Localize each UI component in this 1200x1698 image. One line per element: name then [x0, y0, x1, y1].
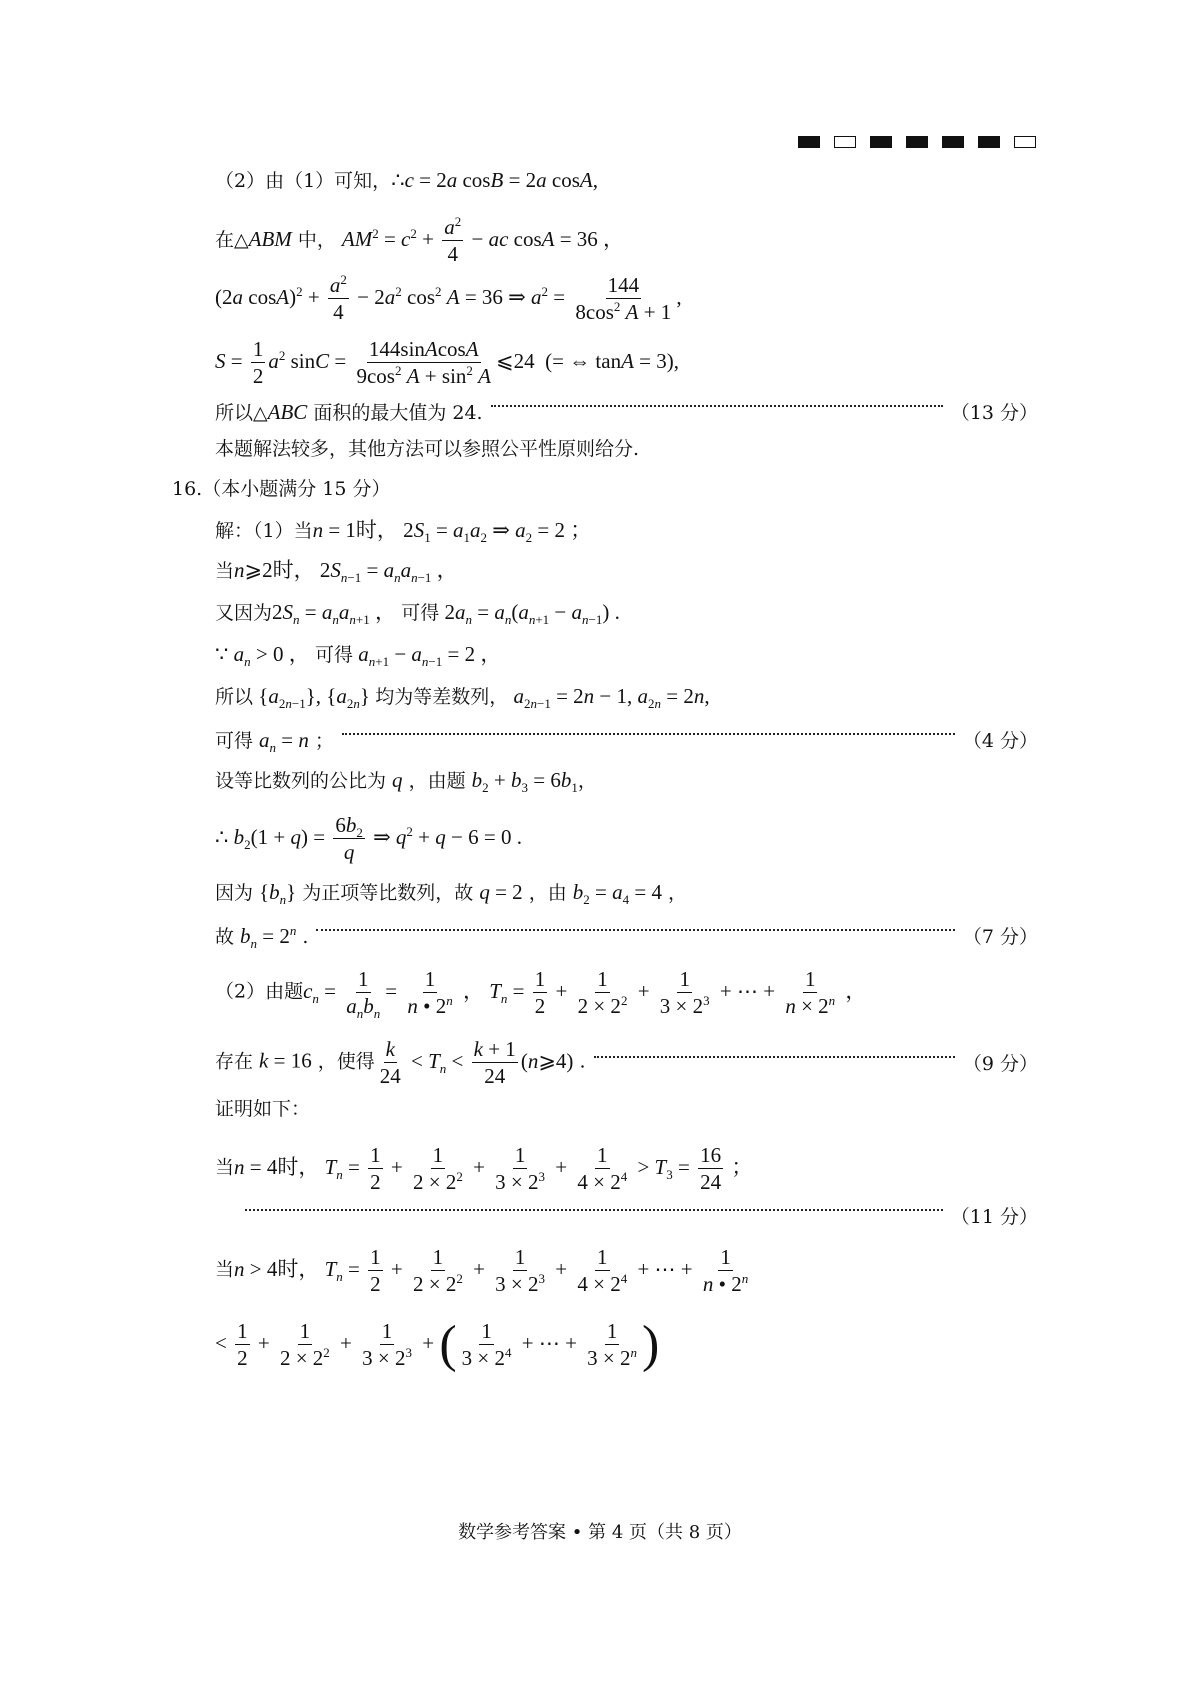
dotted-leader: [594, 1056, 955, 1058]
solution-line-15: [215, 880, 687, 905]
line-text: 当: [215, 560, 235, 582]
score-line-7: [215, 922, 1038, 949]
math-formula: $2S_n = a_na_{n+1}$ ，: [272, 600, 402, 627]
line-text: （2）由（1）可知，: [215, 170, 392, 192]
solution-line-2: [215, 214, 624, 268]
solution-line-10: [215, 642, 501, 667]
score-line-13: [215, 398, 1038, 425]
solution-line-17: [215, 966, 866, 1020]
line-text: 当: [215, 1156, 235, 1179]
dotted-leader: [342, 733, 955, 735]
math-formula: < $\frac{1}{2}$ + $\frac{1}{2 \times 2^2}$ + $\frac{1}{3 \times 2^3}$ + ( $\frac{1}{3 \times 2^4}$ + ⋯ + $\frac{1}{3 \times 2^n}$ ): [215, 1315, 660, 1373]
line-text: 所以: [215, 686, 254, 708]
solution-line-23: [215, 1315, 660, 1373]
solution-line-20: [215, 1142, 752, 1196]
line-text: 当: [215, 1258, 235, 1281]
page-footer: 数学参考答案 • 第 4 页（共 8 页）: [458, 1522, 742, 1543]
seal-square: [798, 136, 820, 148]
solution-line-19: [215, 1098, 310, 1121]
solution-line-9: [215, 600, 620, 625]
math-formula: n⩾2时， $2S_{n-1} = a_na_{n-1}$ ，: [234, 558, 458, 585]
line-text: 设等比数列的公比为 q ，由题 $b_2 + b_3 = 6b_1$，: [215, 768, 597, 795]
math-formula: n = 4时， $T_n$ = $\frac{1}{2}$ + $\frac{1}{2 \times 2^2}$ + $\frac{1}{3 \times 2^3}$ + $\frac{1}{4 \times 2^4}$ > $T_3$ = $\frac{16}{24}$ ；: [234, 1143, 753, 1195]
score-label: （9 分）: [962, 1053, 1038, 1076]
line-text: 本题解法较多，其他方法可以参照公平性原则给分.: [215, 438, 640, 460]
line-text: 在△ABM 中，: [215, 226, 336, 251]
solution-line-4: [215, 336, 679, 390]
score-label: （7 分）: [962, 926, 1038, 948]
seal-square: [834, 136, 856, 148]
score-line-9: [215, 1036, 1038, 1090]
seal-square: [942, 136, 964, 148]
solution-line-7: [215, 518, 591, 543]
dotted-leader: [245, 1209, 943, 1211]
solution-line-3: [215, 272, 682, 326]
line-text: 故 $b_n = 2^n$ .: [215, 923, 309, 951]
score-label: （11 分）: [950, 1206, 1038, 1228]
score-line-11: [245, 1202, 1038, 1229]
dotted-leader: [491, 405, 943, 407]
line-text: （2）由题: [215, 980, 304, 1003]
math-formula: $c_n$ = $\frac{1}{a_nb_n}$ = $\frac{1}{n • 2^n}$ ， $T_n$ = $\frac{1}{2}$ + $\frac{1}{2 \times 2^2}$ + $\frac{1}{3 \times 2^3}$ + ⋯ + $\frac{1}{n \times 2^n}$ ，: [303, 967, 867, 1022]
seal-square: [978, 136, 1000, 148]
line-text: 均为等差数列，: [375, 686, 509, 708]
line-text: 可得: [314, 644, 353, 666]
math-formula: $a_{n+1} - a_{n-1} = 2$ ，: [358, 642, 502, 669]
math-formula: S = $\frac{1}{2}$ $a^2$ sinC = $\frac{\text{144sinAcosA}}{9\cos^2 A + \sin^2 A}$ ⩽24 (= ⇔ tanA = 3),: [215, 337, 679, 389]
line-text: 因为 $\{b_n\}$ 为正项等比数列，故 q = 2 ，由 $b_2 = a_4 = 4$ ，: [215, 880, 687, 907]
solution-line-1: [215, 168, 598, 193]
math-formula: $a_{2n-1} = 2n - 1$, $a_{2n} = 2n$,: [513, 684, 710, 711]
score-label: （4 分）: [962, 730, 1038, 752]
line-text: 所以△ABC 面积的最大值为 24.: [215, 400, 483, 424]
math-formula: ∴c = 2a cosB = 2a cosA,: [391, 168, 598, 192]
solution-line-22: [215, 1244, 753, 1298]
score-line-4: [215, 726, 1038, 753]
line-text: 可得 $a_n = n$ ；: [215, 728, 334, 755]
score-label: （13 分）: [950, 402, 1038, 424]
math-formula: $\{a_{2n-1}\}$, $\{a_{2n}\}$: [253, 684, 376, 711]
solution-line-13: [215, 768, 597, 793]
dotted-leader: [316, 929, 954, 931]
line-text: 证明如下：: [215, 1098, 311, 1120]
line-text: 可得: [401, 602, 440, 624]
math-formula: ∴ $b_2(1 + q)$ = $\frac{6b_2}{q}$ ⇒ $q^2 + q - 6 = 0$ .: [215, 813, 522, 865]
solution-line-8: [215, 558, 458, 583]
header-seal-squares: [798, 136, 1036, 148]
math-formula: n > 4时， $T_n$ = $\frac{1}{2}$ + $\frac{1}{2 \times 2^2}$ + $\frac{1}{3 \times 2^3}$ + $\frac{1}{4 \times 2^4}$ + ⋯ + $\frac{1}{n • 2^n}$: [234, 1245, 749, 1297]
line-text: 存在 k = 16 ，使得 $\frac{k}{24}$ < $T_n$ < $\frac{k + 1}{24}$ (n⩾4) .: [215, 1037, 586, 1089]
seal-square: [906, 136, 928, 148]
math-formula: ∵ $a_n > 0$ ，: [215, 642, 315, 669]
solution-note: [215, 438, 639, 461]
line-text: 解：（1）当: [215, 520, 313, 542]
question-heading: 16.（本小题满分 15 分）: [172, 478, 391, 500]
solution-line-14: [215, 812, 522, 866]
solution-line-11: [215, 684, 710, 709]
math-formula: (2a cosA)$^2$ + $\frac{a^2}{4}$ − $2a^2$ $\cos^2 A = 36$ ⇒ $a^2$ = $\frac{144}{8\cos^2 A + 1}$ ,: [215, 272, 682, 325]
question-16-heading: [172, 478, 390, 501]
math-formula: $2a_n = a_n(a_{n+1} - a_{n-1})$ .: [439, 600, 620, 627]
line-text: 又因为: [215, 602, 273, 624]
seal-square: [870, 136, 892, 148]
math-formula: n = 1时， $2S_1 = a_1a_2$ ⇒ $a_2 = 2$ ；: [312, 518, 592, 545]
math-formula: $AM^2 = c^2$ + $\frac{a^2}{4}$ − ac cosA = 36 ，: [341, 214, 625, 267]
seal-square: [1014, 136, 1036, 148]
